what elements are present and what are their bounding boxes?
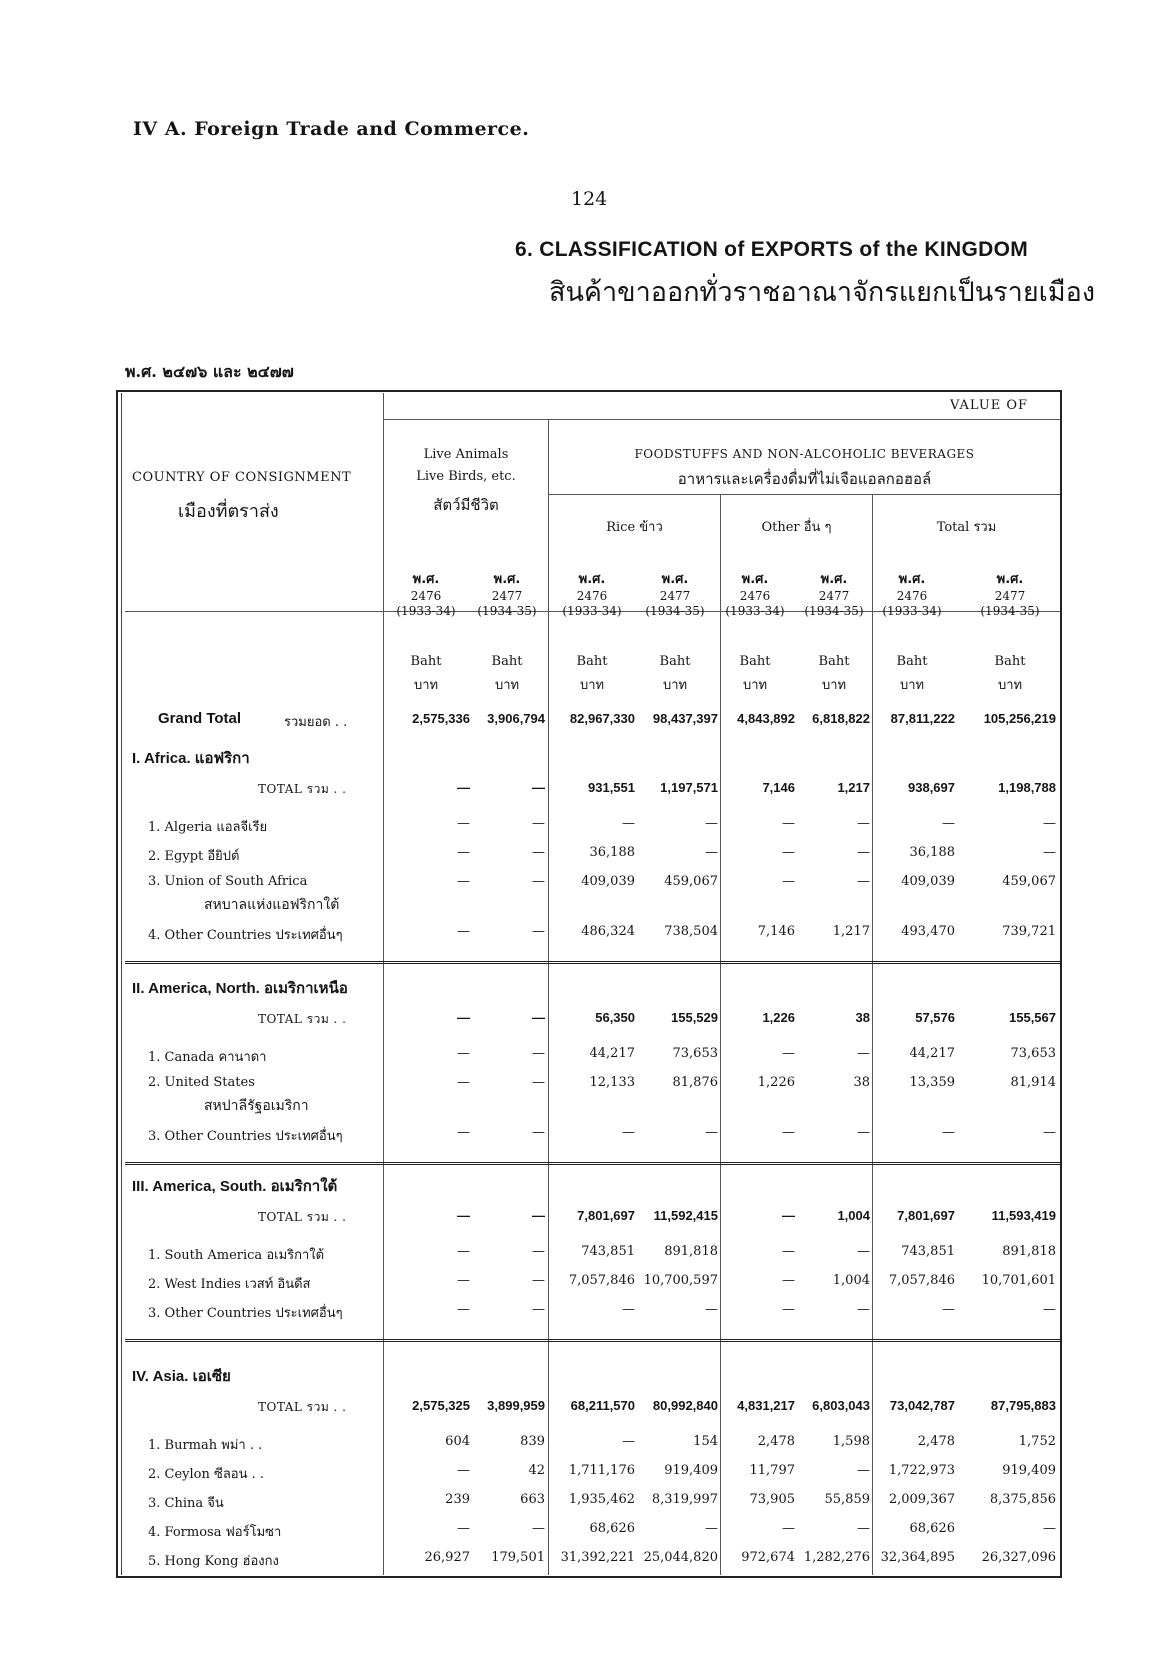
section-separator: [125, 1162, 1060, 1169]
country-row-cell: 8,319,997: [651, 1492, 718, 1507]
country-row-cell: 10,701,601: [981, 1273, 1056, 1288]
section-total-cell: 1,197,571: [660, 780, 718, 795]
country-row-label: 4. Other Countries ประเทศอื่นๆ: [148, 928, 343, 943]
grand-total-cell: 87,811,222: [890, 711, 955, 726]
country-row-cell: 743,851: [581, 1244, 635, 1259]
year-label: 2477: [491, 589, 523, 603]
section-total-cell: —: [457, 780, 470, 795]
country-row-cell: 919,409: [1002, 1463, 1056, 1478]
year-ce-label: (1934-35): [804, 604, 864, 618]
country-row-label: 4. Formosa ฟอร์โมซา: [148, 1525, 282, 1540]
table-frame-inner: [121, 393, 122, 1575]
country-row-cell: 891,818: [1002, 1244, 1056, 1259]
section-total-cell: 57,576: [915, 1010, 955, 1025]
country-row-cell: —: [532, 1125, 545, 1140]
year-ce-label: (1933-34): [882, 604, 942, 618]
unit-label-thai: บาท: [899, 678, 925, 693]
country-row-cell: 154: [693, 1434, 718, 1449]
country-row-cell: —: [705, 1302, 718, 1317]
year-label: 2476: [410, 589, 442, 603]
country-row-cell: —: [622, 1125, 635, 1140]
country-row-cell: 11,797: [749, 1463, 795, 1478]
section-total-cell: 87,795,883: [990, 1398, 1056, 1413]
section-total-cell: 3,899,959: [487, 1398, 545, 1413]
year-label: 2476: [576, 589, 608, 603]
unit-label-thai: บาท: [662, 678, 688, 693]
section-total-cell: 2,575,325: [412, 1398, 470, 1413]
year-be-label: พ.ศ.: [820, 572, 848, 587]
country-row-cell: —: [1043, 1521, 1056, 1536]
country-row-cell: 2,009,367: [888, 1492, 955, 1507]
country-row-cell: —: [1043, 1125, 1056, 1140]
country-row-cell: 663: [520, 1492, 545, 1507]
country-row-cell: —: [782, 874, 795, 889]
unit-label: Baht: [410, 654, 442, 669]
unit-label-thai: บาท: [579, 678, 605, 693]
country-row-cell: —: [622, 816, 635, 831]
country-row-cell: —: [457, 874, 470, 889]
country-row-cell: —: [457, 924, 470, 939]
divider: [383, 419, 1060, 420]
country-row-cell: 1,711,176: [568, 1463, 635, 1478]
section-separator: [125, 961, 1060, 968]
year-ce-label: (1934-35): [980, 604, 1040, 618]
country-row-cell: —: [857, 845, 870, 860]
year-ce-label: (1933-34): [396, 604, 456, 618]
country-row-cell: —: [782, 1273, 795, 1288]
foodstuffs-header-thai: อาหารและเครื่องดื่มที่ไม่เจือแอลกอฮอล์: [677, 470, 932, 488]
year-be-label: พ.ศ.: [493, 572, 521, 587]
country-row-cell: 12,133: [589, 1075, 635, 1090]
year-be-label: พ.ศ.: [578, 572, 606, 587]
country-row-cell: 743,851: [901, 1244, 955, 1259]
country-row-cell: 972,674: [741, 1550, 795, 1565]
rice-header: Rice ข้าว: [606, 520, 663, 535]
country-row-cell: —: [457, 845, 470, 860]
live-birds-header: Live Birds, etc.: [416, 469, 516, 484]
section-title: IV. Asia. เอเซีย: [132, 1368, 231, 1385]
country-row-cell: —: [782, 1244, 795, 1259]
country-row-cell: —: [532, 1302, 545, 1317]
country-row-cell: —: [857, 816, 870, 831]
country-row-cell: —: [457, 816, 470, 831]
section-total-label: TOTAL รวม . .: [258, 782, 347, 796]
country-row-cell: 25,044,820: [643, 1550, 718, 1565]
unit-label-thai: บาท: [997, 678, 1023, 693]
country-row-cell: 32,364,895: [880, 1550, 955, 1565]
country-row-cell: 1,226: [757, 1075, 795, 1090]
section-total-cell: 73,042,787: [889, 1398, 955, 1413]
year-label: 2477: [659, 589, 691, 603]
country-row-cell: —: [857, 1463, 870, 1478]
section-title: I. Africa. แอฟริกา: [132, 750, 250, 767]
country-row-cell: —: [857, 1046, 870, 1061]
country-row-cell: 1,004: [832, 1273, 870, 1288]
country-row-cell: 2,478: [757, 1434, 795, 1449]
country-column-header: COUNTRY OF CONSIGNMENT: [132, 470, 352, 485]
country-row-cell: —: [1043, 845, 1056, 860]
country-row-cell: —: [457, 1273, 470, 1288]
year-label: 2477: [994, 589, 1026, 603]
country-row-cell: —: [857, 1125, 870, 1140]
year-be-label: พ.ศ.: [412, 572, 440, 587]
country-row-cell: 26,327,096: [981, 1550, 1056, 1565]
live-animals-header-thai: สัตว์มีชีวิต: [433, 496, 499, 514]
divider: [548, 494, 1060, 495]
country-row-cell: —: [857, 1521, 870, 1536]
section-total-cell: 1,217: [837, 780, 870, 795]
unit-label: Baht: [896, 654, 928, 669]
country-row-cell: 55,859: [824, 1492, 870, 1507]
country-row-cell: —: [782, 1125, 795, 1140]
country-row-cell: 409,039: [901, 874, 955, 889]
country-row-cell: —: [705, 816, 718, 831]
country-row-cell: 68,626: [589, 1521, 635, 1536]
country-row-cell: —: [942, 816, 955, 831]
section-total-cell: 155,567: [1009, 1010, 1056, 1025]
country-row-cell: —: [622, 1302, 635, 1317]
section-total-cell: 931,551: [588, 780, 635, 795]
country-row-cell: 13,359: [909, 1075, 955, 1090]
country-row-label: 5. Hong Kong ฮ่องกง: [148, 1554, 279, 1569]
country-row-cell: —: [705, 845, 718, 860]
country-row-cell: —: [457, 1463, 470, 1478]
other-header: Other อื่น ๆ: [761, 520, 832, 535]
year-label: 2476: [739, 589, 771, 603]
section-total-cell: 11,593,419: [991, 1208, 1056, 1223]
country-row-cell: 7,057,846: [888, 1273, 955, 1288]
year-label: 2477: [818, 589, 850, 603]
country-row-cell: 44,217: [909, 1046, 955, 1061]
year-be-label: พ.ศ.: [661, 572, 689, 587]
section-total-label: TOTAL รวม . .: [258, 1400, 347, 1414]
country-row-label: 3. Union of South Africa: [148, 874, 308, 889]
country-row-cell: —: [532, 816, 545, 831]
country-row-cell: 8,375,856: [989, 1492, 1056, 1507]
grand-total-cell: 105,256,219: [983, 711, 1056, 726]
country-row-cell: —: [457, 1302, 470, 1317]
section-total-cell: 1,226: [762, 1010, 795, 1025]
country-row-cell: 31,392,221: [560, 1550, 635, 1565]
unit-label-thai: บาท: [413, 678, 439, 693]
country-row-cell: 1,752: [1018, 1434, 1056, 1449]
country-row-cell: 38: [853, 1075, 870, 1090]
country-row-label: 1. Algeria แอลจีเรีย: [148, 820, 268, 835]
country-row-cell: 179,501: [491, 1550, 545, 1565]
country-row-cell: —: [782, 1046, 795, 1061]
country-row-cell: —: [857, 874, 870, 889]
section-total-cell: 7,801,697: [577, 1208, 635, 1223]
country-row-cell: 409,039: [581, 874, 635, 889]
country-row-cell: —: [782, 816, 795, 831]
country-row-cell: 81,914: [1010, 1075, 1056, 1090]
country-row-cell: —: [532, 1244, 545, 1259]
year-line: พ.ศ. ๒๔๗๖ และ ๒๔๗๗: [125, 362, 294, 381]
country-row-cell: 73,653: [672, 1046, 718, 1061]
country-row-cell: 36,188: [909, 845, 955, 860]
grand-total-cell: 98,437,397: [652, 711, 718, 726]
section-total-cell: 68,211,570: [570, 1398, 635, 1413]
country-row-cell: 1,598: [832, 1434, 870, 1449]
section-title: III. America, South. อเมริกาใต้: [132, 1178, 338, 1195]
country-row-cell: 604: [445, 1434, 470, 1449]
total-header: Total รวม: [936, 520, 997, 535]
section-total-cell: —: [457, 1010, 470, 1025]
unit-label: Baht: [739, 654, 771, 669]
country-row-cell: 1,722,973: [888, 1463, 955, 1478]
country-row-cell: —: [942, 1302, 955, 1317]
section-total-cell: 7,801,697: [897, 1208, 955, 1223]
section-total-cell: 155,529: [671, 1010, 718, 1025]
country-row-cell: 73,905: [749, 1492, 795, 1507]
section-total-label: TOTAL รวม . .: [258, 1210, 347, 1224]
country-column-header-thai: เมืองที่ตราส่ง: [178, 501, 279, 522]
year-be-label: พ.ศ.: [741, 572, 769, 587]
country-row-cell: 1,217: [832, 924, 870, 939]
unit-label: Baht: [491, 654, 523, 669]
year-ce-label: (1934-35): [645, 604, 705, 618]
section-total-cell: 56,350: [595, 1010, 635, 1025]
country-row-cell: 42: [528, 1463, 545, 1478]
country-row-cell: —: [942, 1125, 955, 1140]
grand-total-cell: 82,967,330: [569, 711, 635, 726]
country-row-cell: 68,626: [909, 1521, 955, 1536]
live-animals-header: Live Animals: [423, 447, 509, 462]
country-row-label-thai: สหปาลีรัฐอเมริกา: [204, 1098, 309, 1114]
country-row-cell: 486,324: [581, 924, 635, 939]
country-row-cell: —: [532, 1521, 545, 1536]
country-row-cell: —: [705, 1521, 718, 1536]
section-total-cell: —: [457, 1208, 470, 1223]
year-ce-label: (1933-34): [725, 604, 785, 618]
country-row-cell: —: [782, 1521, 795, 1536]
grand-total-cell: 3,906,794: [487, 711, 545, 726]
country-row-cell: 44,217: [589, 1046, 635, 1061]
foodstuffs-header: FOODSTUFFS AND NON-ALCOHOLIC BEVERAGES: [634, 447, 975, 461]
country-row-cell: 2,478: [917, 1434, 955, 1449]
unit-label-thai: บาท: [821, 678, 847, 693]
country-row-cell: 919,409: [664, 1463, 718, 1478]
country-row-cell: 7,146: [757, 924, 795, 939]
unit-label-thai: บาท: [494, 678, 520, 693]
grand-total-cell: 4,843,892: [737, 711, 795, 726]
country-row-cell: —: [532, 924, 545, 939]
country-row-cell: 1,935,462: [568, 1492, 635, 1507]
unit-label: Baht: [994, 654, 1026, 669]
year-ce-label: (1934-35): [477, 604, 537, 618]
section-total-cell: —: [532, 1010, 545, 1025]
section-total-cell: —: [532, 1208, 545, 1223]
section-total-cell: 1,004: [837, 1208, 870, 1223]
country-row-cell: 1,282,276: [803, 1550, 870, 1565]
country-row-cell: 459,067: [664, 874, 718, 889]
unit-label-thai: บาท: [742, 678, 768, 693]
country-row-cell: —: [622, 1434, 635, 1449]
country-row-cell: 459,067: [1002, 874, 1056, 889]
section-total-cell: 938,697: [908, 780, 955, 795]
year-label: 2476: [896, 589, 928, 603]
country-row-cell: 81,876: [672, 1075, 718, 1090]
unit-label: Baht: [659, 654, 691, 669]
country-row-label: 2. Ceylon ซีลอน . .: [148, 1467, 265, 1482]
country-row-cell: —: [1043, 1302, 1056, 1317]
country-row-cell: —: [532, 1046, 545, 1061]
value-of-label: VALUE OF: [950, 398, 1029, 413]
country-row-label: 3. China จีน: [148, 1496, 224, 1511]
section-total-label: TOTAL รวม . .: [258, 1012, 347, 1026]
country-row-cell: —: [857, 1302, 870, 1317]
country-row-cell: 73,653: [1010, 1046, 1056, 1061]
section-title: II. America, North. อเมริกาเหนือ: [132, 980, 348, 997]
grand-total-cell: 2,575,336: [412, 711, 470, 726]
section-total-cell: —: [532, 780, 545, 795]
unit-label: Baht: [576, 654, 608, 669]
country-row-cell: 10,700,597: [643, 1273, 718, 1288]
section-total-cell: 4,831,217: [737, 1398, 795, 1413]
country-row-cell: —: [457, 1075, 470, 1090]
grand-total-cell: 6,818,822: [812, 711, 870, 726]
country-row-cell: —: [457, 1521, 470, 1536]
country-row-cell: —: [782, 845, 795, 860]
country-row-cell: —: [532, 1273, 545, 1288]
country-row-cell: 739,721: [1002, 924, 1056, 939]
country-row-cell: —: [532, 845, 545, 860]
country-row-cell: 493,470: [901, 924, 955, 939]
table-title-thai: สินค้าขาออกทั่วราชอาณาจักรแยกเป็นรายเมือง: [549, 277, 1096, 308]
country-row-label: 1. South America อเมริกาใต้: [148, 1248, 325, 1263]
section-total-cell: 38: [855, 1010, 870, 1025]
country-row-cell: —: [857, 1244, 870, 1259]
country-row-cell: 891,818: [664, 1244, 718, 1259]
country-row-cell: —: [457, 1244, 470, 1259]
country-row-cell: —: [1043, 816, 1056, 831]
country-row-cell: —: [457, 1046, 470, 1061]
section-separator: [125, 1339, 1060, 1346]
country-row-cell: 839: [520, 1434, 545, 1449]
country-row-cell: 738,504: [664, 924, 718, 939]
country-row-cell: 7,057,846: [568, 1273, 635, 1288]
year-ce-label: (1933-34): [562, 604, 622, 618]
country-row-label: 2. Egypt อียิปต์: [148, 849, 240, 864]
table-title: 6. CLASSIFICATION of EXPORTS of the KINGDOM: [515, 238, 1029, 261]
section-total-cell: 80,992,840: [652, 1398, 718, 1413]
page-number: 124: [571, 188, 608, 210]
country-row-label-thai: สหบาลแห่งแอฟริกาใต้: [204, 897, 340, 913]
country-row-cell: —: [705, 1125, 718, 1140]
country-row-cell: 239: [445, 1492, 470, 1507]
unit-label: Baht: [818, 654, 850, 669]
section-total-cell: 11,592,415: [653, 1208, 718, 1223]
country-row-label: 3. Other Countries ประเทศอื่นๆ: [148, 1306, 343, 1321]
year-be-label: พ.ศ.: [898, 572, 926, 587]
country-row-cell: 26,927: [424, 1550, 470, 1565]
country-row-cell: —: [457, 1125, 470, 1140]
section-header: IV A. Foreign Trade and Commerce.: [133, 118, 530, 140]
country-row-cell: —: [532, 1075, 545, 1090]
country-row-label: 1. Burmah พม่า . .: [148, 1438, 263, 1453]
section-total-cell: 6,803,043: [812, 1398, 870, 1413]
year-be-label: พ.ศ.: [996, 572, 1024, 587]
country-row-cell: —: [782, 1302, 795, 1317]
country-row-label: 2. West Indies เวสท์ อินดีส: [148, 1277, 311, 1292]
country-row-cell: 36,188: [589, 845, 635, 860]
section-total-cell: 7,146: [762, 780, 795, 795]
grand-total-label-thai: รวมยอด . .: [284, 715, 348, 730]
section-total-cell: 1,198,788: [998, 780, 1056, 795]
country-row-cell: —: [532, 874, 545, 889]
section-total-cell: —: [782, 1208, 795, 1223]
country-row-label: 2. United States: [148, 1075, 255, 1090]
grand-total-label: Grand Total: [158, 710, 242, 727]
country-row-label: 3. Other Countries ประเทศอื่นๆ: [148, 1129, 343, 1144]
country-row-label: 1. Canada คานาดา: [148, 1050, 267, 1065]
